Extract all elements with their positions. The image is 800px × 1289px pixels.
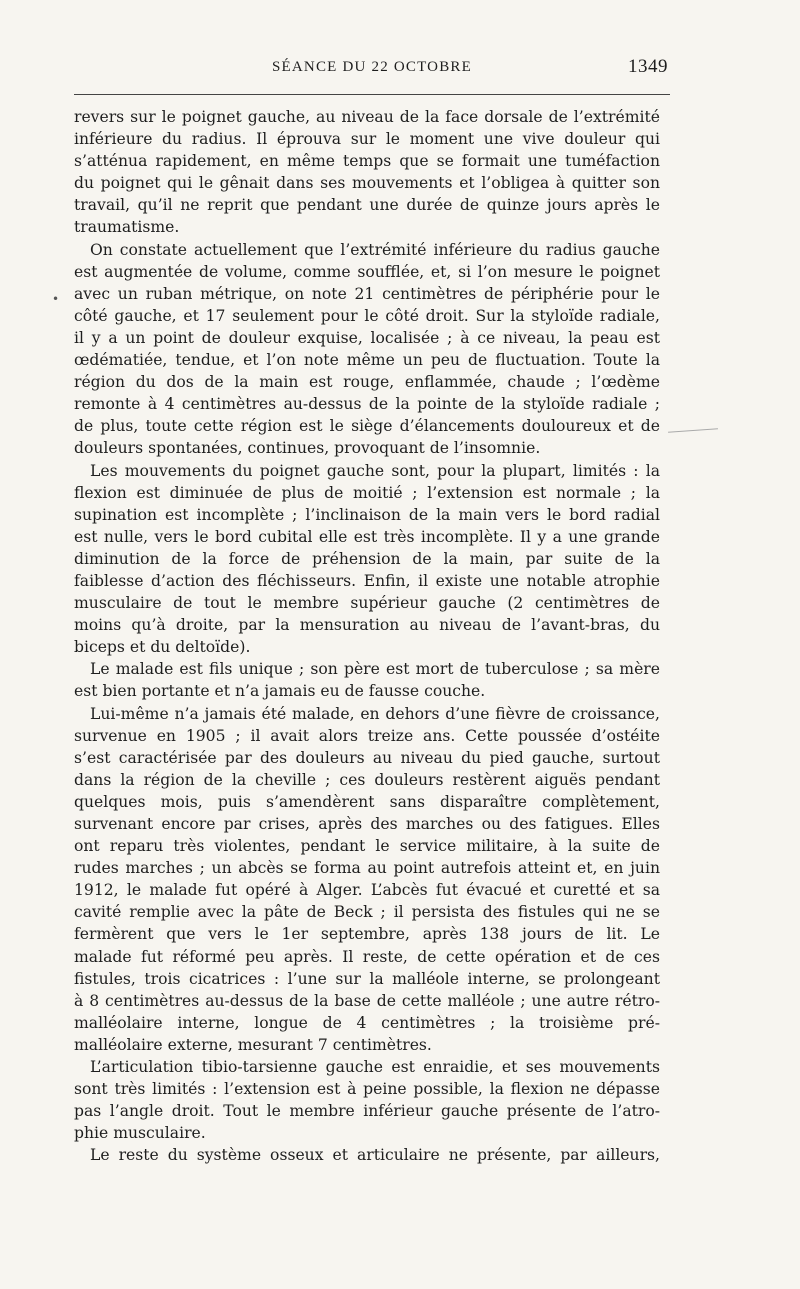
text-line: musculaire de tout le membre supérieur gauche (2 centimètres de	[74, 594, 660, 613]
text-line: s’atténua rapidement, en même temps que se formait une tuméfaction	[74, 152, 660, 171]
text-line: du poignet qui le gênait dans ses mouvements et l’obligea à quitter son	[74, 174, 660, 193]
text-line: Les mouvements du poignet gauche sont, pour la plupart, limités : la	[90, 461, 660, 480]
text-line: est nulle, vers le bord cubital elle est très incomplète. Il y a une grande	[74, 527, 660, 546]
text-line: de plus, toute cette région est le siège d’élancements douloureux et de	[74, 417, 660, 436]
text-line: On constate actuellement que l’extrémité inférieure du radius gauche	[90, 240, 660, 259]
text-line: survenant encore par crises, après des marches ou des fatigues. Elles	[74, 815, 660, 833]
text-line: diminution de la force de préhension de la main, par suite de la	[74, 549, 660, 568]
margin-mark: •	[52, 292, 60, 306]
text-line: faiblesse d’action des fléchisseurs. Enfin, il existe une notable atrophie	[74, 571, 660, 590]
text-line: survenue en 1905 ; il avait alors treize ans. Cette poussée d’ostéite	[74, 726, 660, 745]
text-line: à 8 centimètres au-dessus de la base de cette malléole ; une autre rétro-	[74, 991, 660, 1010]
text-line: traumatisme.	[74, 218, 180, 237]
text-line: Le malade est fils unique ; son père est mort de tuberculose ; sa mère	[90, 660, 660, 679]
text-line: 1912, le malade fut opéré à Alger. L’abcès fut évacué et curetté et sa	[74, 881, 660, 900]
text-line: malléolaire interne, longue de 4 centimètres ; la troisième pré-	[74, 1013, 660, 1032]
text-line: œdématiée, tendue, et l’on note même un peu de fluctuation. Toute la	[74, 351, 660, 370]
text-line: il y a un point de douleur exquise, localisée ; à ce niveau, la peau est	[74, 328, 660, 347]
text-line: fistules, trois cicatrices : l’une sur la malléole interne, se prolongeant	[74, 969, 660, 988]
running-head-title: SÉANCE DU 22 OCTOBRE	[272, 59, 472, 75]
text-line: remonte à 4 centimètres au-dessus de la pointe de la styloïde radiale ;	[74, 395, 660, 414]
text-line: phie musculaire.	[74, 1124, 206, 1143]
text-line: ont reparu très violentes, pendant le service militaire, à la suite de	[74, 837, 660, 856]
text-line: s’est caractérisée par des douleurs au niveau du pied gauche, surtout	[74, 748, 660, 767]
body-text	[74, 106, 660, 1167]
text-line: rudes marches ; un abcès se forma au point autrefois atteint et, en juin	[74, 859, 660, 878]
text-line: région du dos de la main est rouge, enflammée, chaude ; l’œdème	[74, 373, 660, 392]
margin-pencil-dash	[668, 428, 718, 432]
text-line: est bien portante et n’a jamais eu de fausse couche.	[74, 682, 486, 701]
text-line: douleurs spontanées, continues, provoquant de l’insomnie.	[74, 439, 541, 458]
text-line: flexion est diminuée de plus de moitié ; l’extension est normale ; la	[74, 483, 660, 502]
text-line: malade fut réformé peu après. Il reste, de cette opération et de ces	[74, 947, 660, 966]
text-line: revers sur le poignet gauche, au niveau de la face dorsale de l’extrémité	[74, 108, 660, 126]
page-number: 1349	[628, 56, 668, 77]
text-line: est augmentée de volume, comme soufflée, et, si l’on mesure le poignet	[74, 262, 660, 281]
text-line: Le reste du système osseux et articulaire ne présente, par ailleurs,	[90, 1146, 660, 1165]
text-line: sont très limités : l’extension est à peine possible, la flexion ne dépasse	[74, 1080, 660, 1099]
text-line: Lui-même n’a jamais été malade, en dehors d’une fièvre de croissance,	[90, 704, 660, 723]
text-line: quelques mois, puis s’amendèrent sans disparaître complètement,	[74, 792, 660, 811]
text-line: fermèrent que vers le 1er septembre, après 138 jours de lit. Le	[74, 925, 660, 944]
header-rule	[74, 94, 670, 95]
text-line: travail, qu’il ne reprit que pendant une durée de quinze jours après le	[74, 196, 660, 215]
text-line: cavité remplie avec la pâte de Beck ; il persista des fistules qui ne se	[74, 903, 660, 922]
text-line: avec un ruban métrique, on note 21 centimètres de périphérie pour le	[74, 284, 660, 303]
text-line: inférieure du radius. Il éprouva sur le moment une vive douleur qui	[74, 130, 660, 149]
text-line: biceps et du deltoïde).	[74, 638, 251, 657]
running-head	[74, 56, 670, 82]
text-line: côté gauche, et 17 seulement pour le côté droit. Sur la styloïde radiale,	[74, 306, 660, 325]
text-line: supination est incomplète ; l’inclinaison de la main vers le bord radial	[74, 505, 660, 524]
text-line: L’articulation tibio-tarsienne gauche est enraidie, et ses mouvements	[90, 1058, 660, 1077]
text-line: moins qu’à droite, par la mensuration au niveau de l’avant-bras, du	[74, 616, 660, 635]
text-line: pas l’angle droit. Tout le membre inférieur gauche présente de l’atro-	[74, 1102, 660, 1121]
text-line: malléolaire externe, mesurant 7 centimètres.	[74, 1035, 432, 1054]
text-line: dans la région de la cheville ; ces douleurs restèrent aiguës pendant	[74, 770, 660, 789]
